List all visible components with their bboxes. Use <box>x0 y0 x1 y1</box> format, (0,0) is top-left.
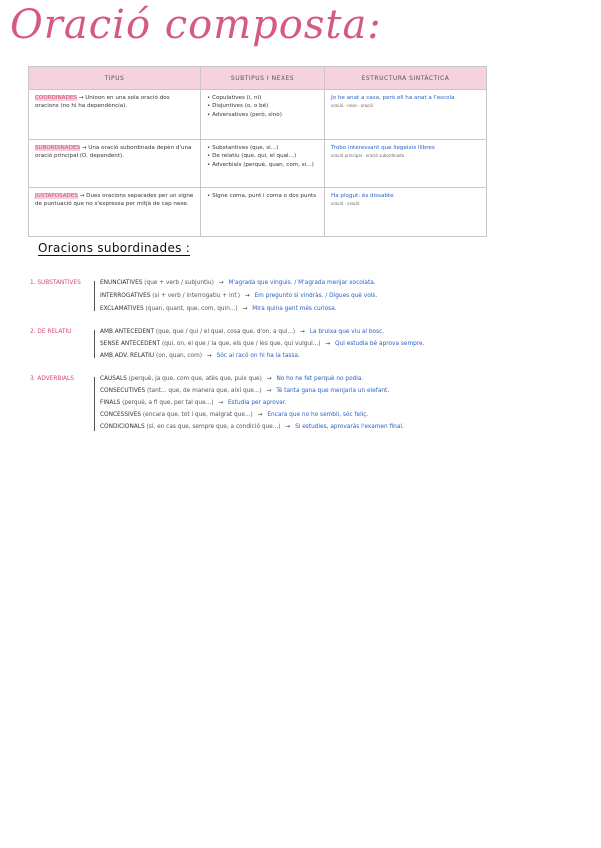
bracket-line <box>94 377 95 431</box>
list-item <box>100 342 424 348</box>
type-term: JUXTAPOSADES <box>35 193 78 199</box>
subtype-item: • Disjuntives (o, o bé) <box>207 102 318 110</box>
structure-label: oració <box>347 201 360 207</box>
item-example: Em pregunto si vindràs. / Digues què vols. <box>254 293 378 299</box>
item-term: CONDICIONALS <box>100 424 145 430</box>
subtype-item: • Substantives (que, si...) <box>207 144 318 152</box>
item-description: (tant... que, de manera que, així que...) <box>146 388 262 394</box>
type-term: COORDINADES <box>35 95 77 101</box>
arrow-icon: → <box>266 388 272 394</box>
item-term: AMB ADV. RELATIU <box>100 353 155 359</box>
table-cell-structure <box>325 140 486 188</box>
arrow-icon: → <box>285 424 291 430</box>
subtype-item: • Adversatives (però, sinó) <box>207 111 318 119</box>
list-item <box>100 401 287 407</box>
table-cell-type <box>29 90 201 140</box>
item-term: SENSE ANTECEDENT <box>100 341 161 347</box>
page-title: Oració composta: <box>10 2 382 48</box>
item-example: Encara que no ho sembli, sóc feliç. <box>267 412 369 418</box>
list-item <box>100 294 377 300</box>
list-item <box>100 377 363 383</box>
table-cell-type <box>29 188 201 236</box>
table-header-subtipus: SUBTIPUS I NEXES <box>201 67 325 90</box>
types-table <box>28 66 487 237</box>
item-term: AMB ANTECEDENT <box>100 329 155 335</box>
item-description: (que + verb / subjuntiu) <box>144 280 214 286</box>
item-description: (perquè, ja que, com que, atès que, puix que) <box>128 376 262 382</box>
arrow-icon: → <box>242 306 248 312</box>
table-cell-structure <box>325 188 486 236</box>
structure-example: Jo he anat a casa, però ell ha anat a l'escola <box>331 95 455 101</box>
item-example: Si estudies, aprovaràs l'examen final. <box>295 424 404 430</box>
list-item <box>100 389 389 395</box>
subtype-item: • De relatiu (que, qui, el qual...) <box>207 152 318 160</box>
item-term: CONCESSIVES <box>100 412 142 418</box>
arrow-icon: → <box>218 400 224 406</box>
subtype-item: • Signe coma, punt i coma o dos punts <box>207 192 318 200</box>
structure-label: oració subordinada <box>365 153 405 159</box>
item-term: FINALS <box>100 400 121 406</box>
subtype-item: • Adverbials (perquè, quan, com, si...) <box>207 161 318 169</box>
structure-label: oració <box>360 103 373 109</box>
structure-labels: oració principal · oració subordinada <box>331 153 405 159</box>
table-cell-subtypes <box>201 140 325 188</box>
item-example: M'agrada que vinguis. / M'agrada menjar xocolata. <box>228 280 376 286</box>
item-example: Qui estudia bé aprova sempre. <box>335 341 425 347</box>
arrow-icon: → <box>244 293 250 299</box>
structure-label: nexe <box>347 103 357 109</box>
item-description: (perquè, a fi que, per tal que...) <box>122 400 214 406</box>
list-item <box>100 307 337 313</box>
item-example: La bruixa que viu al bosc. <box>309 329 385 335</box>
item-term: ENUNCIATIVES <box>100 280 143 286</box>
table-cell-subtypes <box>201 188 325 236</box>
structure-example: Trobo interessant que llegeixis llibres <box>331 145 435 151</box>
item-term: CAUSALS <box>100 376 127 382</box>
subtype-item: • Copulatives (i, ni) <box>207 94 318 102</box>
item-example: Estudia per aprovar. <box>228 400 287 406</box>
structure-label: oració <box>331 103 344 109</box>
table-cell-subtypes <box>201 90 325 140</box>
bracket-line <box>94 281 95 311</box>
item-description: (on, quan, com) <box>155 353 203 359</box>
group-heading: 2. DE RELATIU <box>30 329 72 335</box>
item-example: Mira quina gent més curiosa. <box>252 306 337 312</box>
item-description: (qui, on, el que / la que, els que / les que, qui vulgui...) <box>161 341 321 347</box>
item-description: (quan, quant, que, com, quin...) <box>145 306 238 312</box>
arrow-icon: → <box>257 412 263 418</box>
structure-labels: oració · nexe · oració <box>331 103 373 109</box>
list-item <box>100 425 404 431</box>
bracket-line <box>94 330 95 358</box>
list-item <box>100 281 376 287</box>
list-item <box>100 330 384 336</box>
structure-label: oració principal <box>331 153 362 159</box>
item-description: (si + verb / interrogatiu + inf.) <box>152 293 240 299</box>
table-cell-structure <box>325 90 486 140</box>
table-header-tipus: TIPUS <box>29 67 201 90</box>
table-header-estructura: ESTRUCTURA SINTÀCTICA <box>325 67 486 90</box>
item-term: INTERROGATIVES <box>100 293 151 299</box>
arrow-icon: → <box>218 280 224 286</box>
list-item <box>100 354 300 360</box>
list-item <box>100 413 368 419</box>
group-heading: 1. SUBSTANTIVES <box>30 280 81 286</box>
group-heading: 3. ADVERBIALS <box>30 376 74 382</box>
type-description: → Una oració subordinada depèn d'una oració principal (O. dependent). <box>35 145 192 160</box>
item-description: (encara que, tot i que, malgrat que...) <box>142 412 253 418</box>
item-example: Sóc al racó on hi ha la tassa. <box>216 353 300 359</box>
structure-labels: oració · oració <box>331 201 360 207</box>
type-term: SUBORDINADES <box>35 145 81 151</box>
table-cell-type <box>29 140 201 188</box>
item-example: No ho he fet perquè no podia. <box>276 376 364 382</box>
arrow-icon: → <box>206 353 212 359</box>
structure-example: Ha plogut: és dissabte <box>331 193 394 199</box>
section-title: Oracions subordinades : <box>38 241 191 255</box>
arrow-icon: → <box>325 341 331 347</box>
item-term: EXCLAMATIVES <box>100 306 144 312</box>
structure-label: oració <box>331 201 344 207</box>
type-description: → Unioon en una sola oració dos oracions (no hi ha dependència). <box>35 95 170 110</box>
item-description: (si, en cas que, sempre que, a condició que...) <box>146 424 281 430</box>
item-term: CONSECUTIVES <box>100 388 146 394</box>
arrow-icon: → <box>300 329 305 335</box>
arrow-icon: → <box>266 376 272 382</box>
type-description: → Dues oracions separades per un signe de puntuació que no s'expressa per mitjà de cap nexe. <box>35 193 194 208</box>
item-example: Té tanta gana que menjaria un elefant. <box>276 388 390 394</box>
item-description: (que, que / qui / el qual, cosa que, d'on, a qui...) <box>155 329 296 335</box>
